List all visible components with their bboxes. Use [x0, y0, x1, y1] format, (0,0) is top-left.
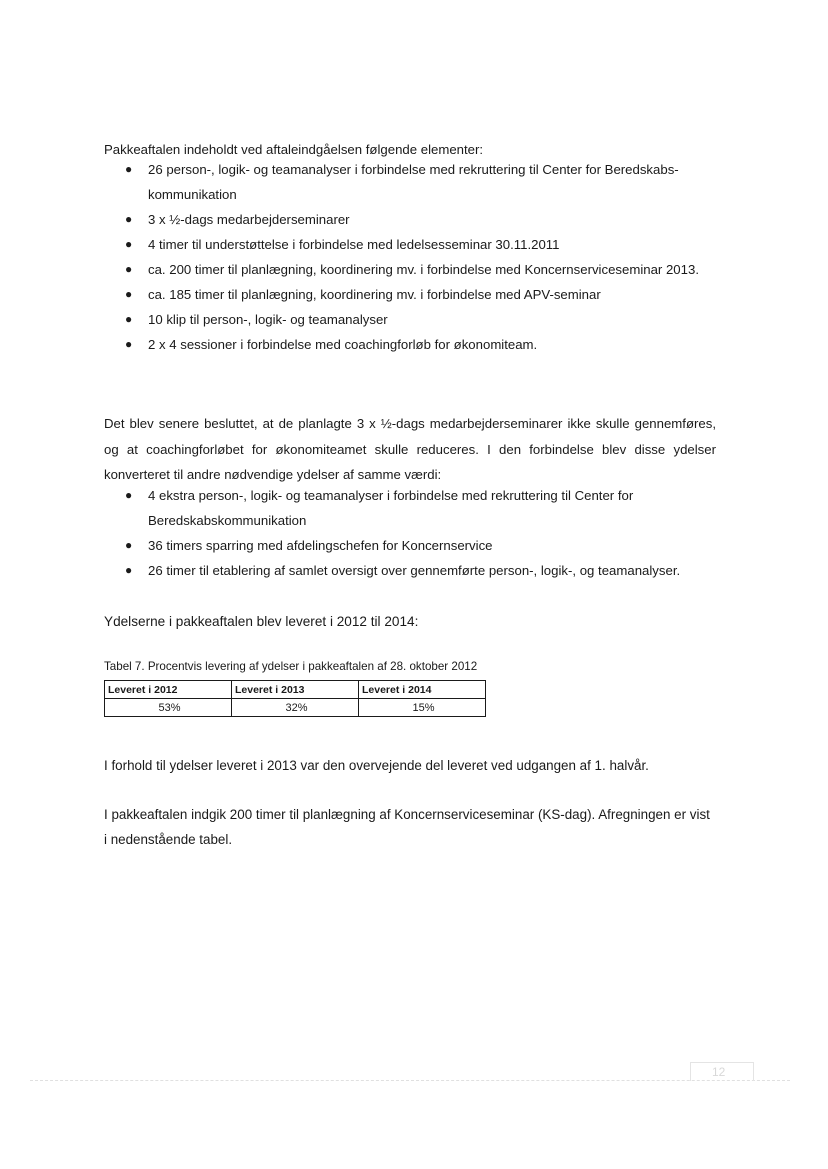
bullet-icon: ●: [125, 538, 133, 552]
table-header-cell: Leveret i 2013: [232, 681, 359, 699]
elements-list: [104, 157, 716, 357]
list-item: ● ca. 200 timer til planlægning, koordinering mv. i forbindelse med Koncernserviceseminar 2013.: [104, 257, 716, 282]
bullet-icon: ●: [125, 563, 133, 577]
table-header-cell: Leveret i 2014: [359, 681, 486, 699]
bullet-icon: ●: [125, 312, 133, 326]
bullet-icon: ●: [125, 237, 133, 251]
table-caption: Tabel 7. Procentvis levering af ydelser i pakkeaftalen af 28. oktober 2012: [104, 660, 478, 673]
delivery-table: [104, 680, 486, 717]
converted-services-list: [104, 483, 716, 583]
list-item: ● 4 timer til understøttelse i forbindelse med ledelsesseminar 30.11.2011: [104, 232, 716, 257]
conversion-paragraph: Det blev senere besluttet, at de planlagte 3 x ½-dags medarbejderseminarer ikke skulle gennemføres, og at coachingforløbet for økonomiteamet skulle reduceres. I den forbindelse blev disse ydelser konverteret til andre nødvendige ydelser af samme værdi:: [104, 416, 716, 482]
table-header-cell: Leveret i 2012: [105, 681, 232, 699]
bullet-icon: ●: [125, 212, 133, 226]
list-item: ● 26 person-, logik- og teamanalyser i forbindelse med rekruttering til Center for Beredskabs-kommunikation: [104, 157, 716, 207]
list-item: ● 2 x 4 sessioner i forbindelse med coachingforløb for økonomiteam.: [104, 332, 716, 357]
footer-divider: [30, 1080, 790, 1081]
bullet-icon: ●: [125, 337, 133, 351]
delivery-paragraph: Ydelserne i pakkeaftalen blev leveret i 2012 til 2014:: [104, 614, 419, 629]
ks-day-paragraph: I pakkeaftalen indgik 200 timer til planlægning af Koncernserviceseminar (KS-dag). Afregningen er vist i nedenstående tabel.: [104, 807, 710, 847]
page-number: 12: [712, 1065, 726, 1079]
list-item: ● 36 timers sparring med afdelingschefen for Koncernservice: [104, 533, 716, 558]
bullet-icon: ●: [125, 287, 133, 301]
table-cell: 15%: [359, 699, 486, 717]
list-item: ● 10 klip til person-, logik- og teamanalyser: [104, 307, 716, 332]
half-year-paragraph: I forhold til ydelser leveret i 2013 var den overvejende del leveret ved udgangen af 1. halvår.: [104, 758, 649, 773]
table-header-row: [105, 681, 486, 699]
table-cell: 32%: [232, 699, 359, 717]
bullet-icon: ●: [125, 488, 133, 502]
intro-paragraph: Pakkeaftalen indeholdt ved aftaleindgåelsen følgende elementer:: [104, 142, 484, 157]
table-row: [105, 699, 486, 717]
bullet-icon: ●: [125, 162, 133, 176]
table-cell: 53%: [105, 699, 232, 717]
list-item: ● 3 x ½-dags medarbejderseminarer: [104, 207, 716, 232]
list-item: ● 4 ekstra person-, logik- og teamanalyser i forbindelse med rekruttering til Center for Beredskabskommunikation: [104, 483, 716, 533]
list-item: ● ca. 185 timer til planlægning, koordinering mv. i forbindelse med APV-seminar: [104, 282, 716, 307]
list-item: ● 26 timer til etablering af samlet oversigt over gennemførte person-, logik-, og teamanalyser.: [104, 558, 716, 583]
bullet-icon: ●: [125, 262, 133, 276]
